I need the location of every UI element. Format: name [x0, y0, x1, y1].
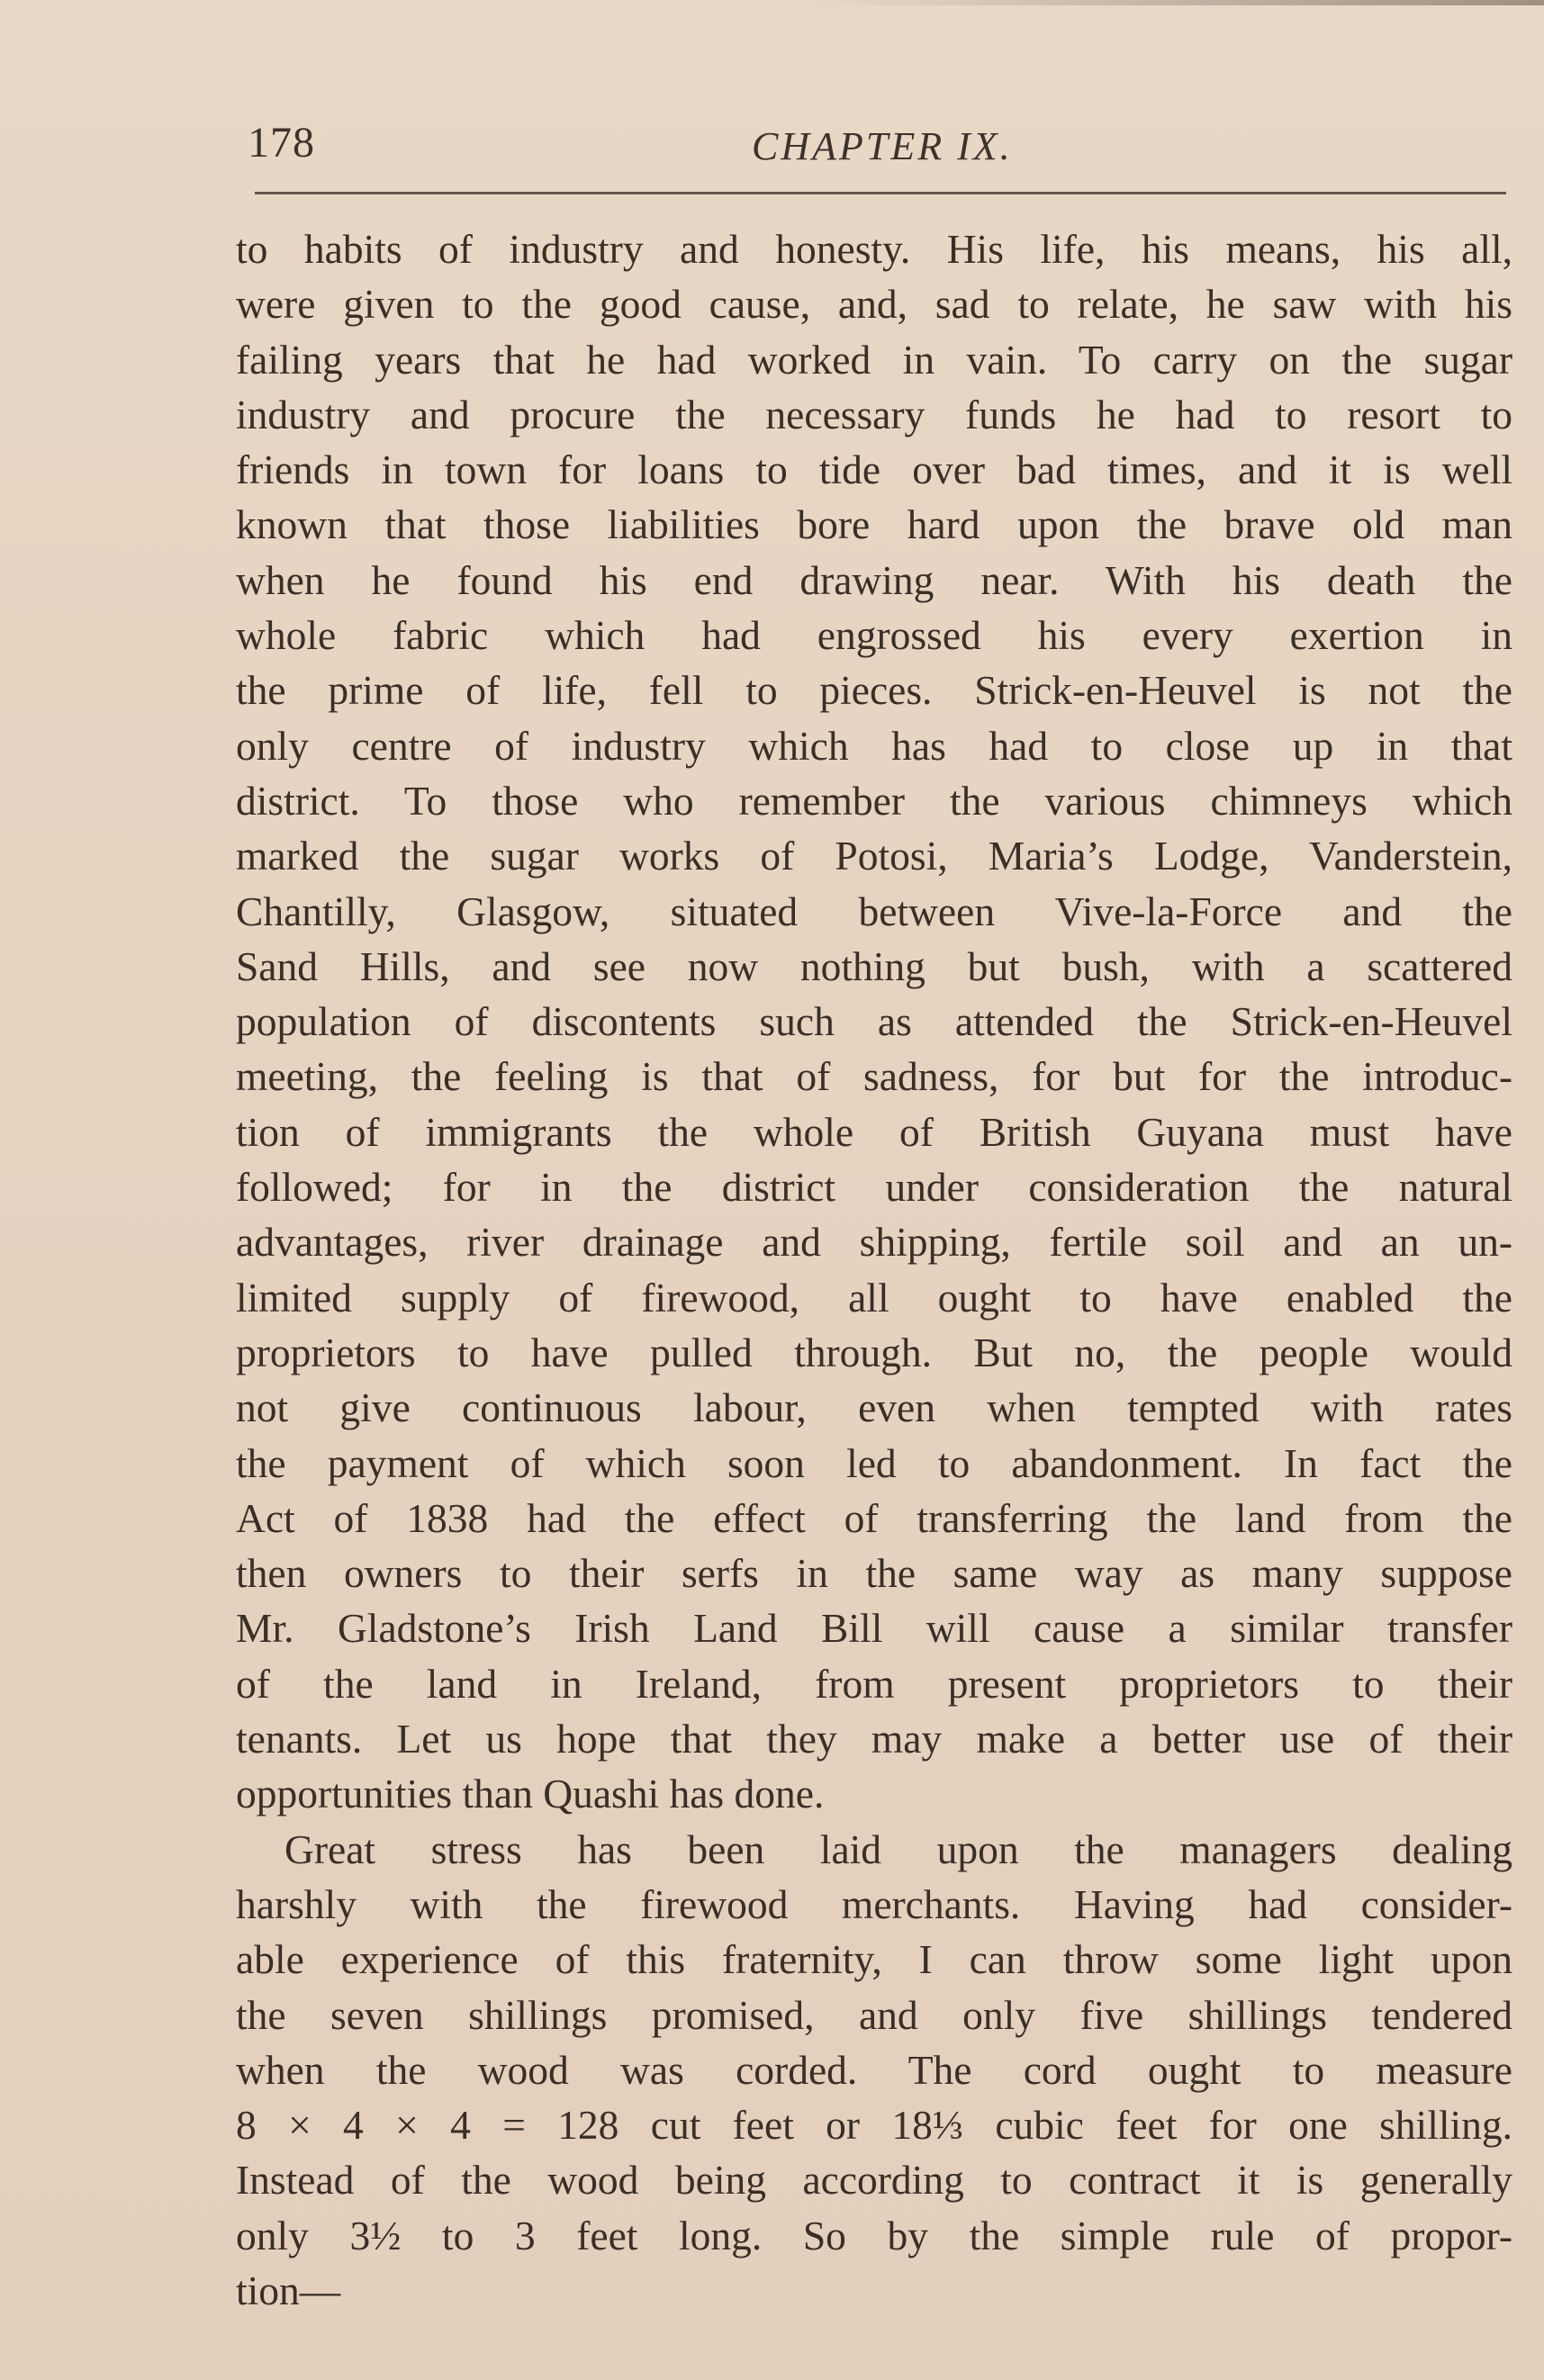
text-line: Sand Hills, and see now nothing but bush, with a scattered — [236, 942, 1512, 989]
text-line: were given to the good cause, and, sad to relate, he saw with his — [236, 281, 1512, 328]
text-line: tion— — [236, 2267, 341, 2313]
text-line: proprietors to have pulled through. But no, the people would — [236, 1329, 1512, 1375]
text-line: tion of immigrants the whole of British Guyana must have — [236, 1108, 1512, 1155]
text-line: when the wood was corded. The cord ought to measure — [236, 2046, 1512, 2093]
page-edge-shadow — [810, 0, 1544, 5]
text-line: then owners to their serfs in the same way as many suppose — [236, 1550, 1512, 1597]
chapter-title: CHAPTER IX. — [752, 124, 1013, 168]
text-line: population of discontents such as attended the Strick-en-Heuvel — [236, 998, 1512, 1045]
header-rule — [255, 192, 1506, 194]
text-line: Mr. Gladstone’s Irish Land Bill will cause a similar transfer — [236, 1605, 1512, 1652]
text-line: friends in town for loans to tide over bad times, and it is well — [236, 446, 1512, 493]
body-text — [236, 221, 1512, 2318]
text-line: failing years that he had worked in vain. To carry on the sugar — [236, 336, 1512, 383]
text-line: district. To those who remember the various chimneys which — [236, 777, 1512, 824]
text-line: industry and procure the necessary funds he had to resort to — [236, 391, 1512, 437]
text-line: not give continuous labour, even when tempted with rates — [236, 1384, 1512, 1431]
text-line: only 3½ to 3 feet long. So by the simple rule of propor- — [236, 2212, 1512, 2258]
text-line: of the land in Ireland, from present proprietors to their — [236, 1660, 1512, 1707]
text-line: opportunities than Quashi has done. — [236, 1771, 825, 1817]
text-line: the seven shillings promised, and only five shillings tendered — [236, 1991, 1512, 2038]
text-line: tenants. Let us hope that they may make a better use of their — [236, 1716, 1512, 1762]
text-line: harshly with the firewood merchants. Having had consider- — [236, 1880, 1512, 1927]
text-line: meeting, the feeling is that of sadness, for but for the introduc- — [236, 1053, 1512, 1100]
text-line: Chantilly, Glasgow, situated between Vive-la-Force and the — [236, 888, 1512, 934]
text-line: marked the sugar works of Potosi, Maria’s Lodge, Vanderstein, — [236, 833, 1512, 879]
text-line: the prime of life, fell to pieces. Strick-en-Heuvel is not the — [236, 667, 1512, 714]
text-line: whole fabric which had engrossed his every exertion in — [236, 612, 1512, 659]
text-line: advantages, river drainage and shipping, fertile soil and an un- — [236, 1219, 1512, 1266]
text-line: only centre of industry which has had to close up in that — [236, 722, 1512, 769]
text-line: 8 × 4 × 4 = 128 cut feet or 18⅓ cubic feet for one shilling. — [236, 2102, 1512, 2149]
text-line: Instead of the wood being according to contract it is generally — [236, 2157, 1512, 2204]
text-line: to habits of industry and honesty. His life, his means, his all, — [236, 226, 1512, 272]
page-header — [248, 113, 1508, 185]
text-line: when he found his end drawing near. With his death the — [236, 556, 1512, 603]
text-line: the payment of which soon led to abandonment. In fact the — [236, 1439, 1512, 1486]
text-line: limited supply of firewood, all ought to have enabled the — [236, 1274, 1512, 1321]
text-line: Act of 1838 had the effect of transferring the land from the — [236, 1494, 1512, 1541]
page-number: 178 — [248, 119, 315, 167]
text-line: followed; for in the district under consideration the natural — [236, 1164, 1512, 1211]
text-line: Great stress has been laid upon the managers dealing — [284, 1826, 1512, 1872]
text-line: able experience of this fraternity, I can throw some light upon — [236, 1936, 1512, 1983]
text-line: known that those liabilities bore hard upon the brave old man — [236, 501, 1512, 548]
